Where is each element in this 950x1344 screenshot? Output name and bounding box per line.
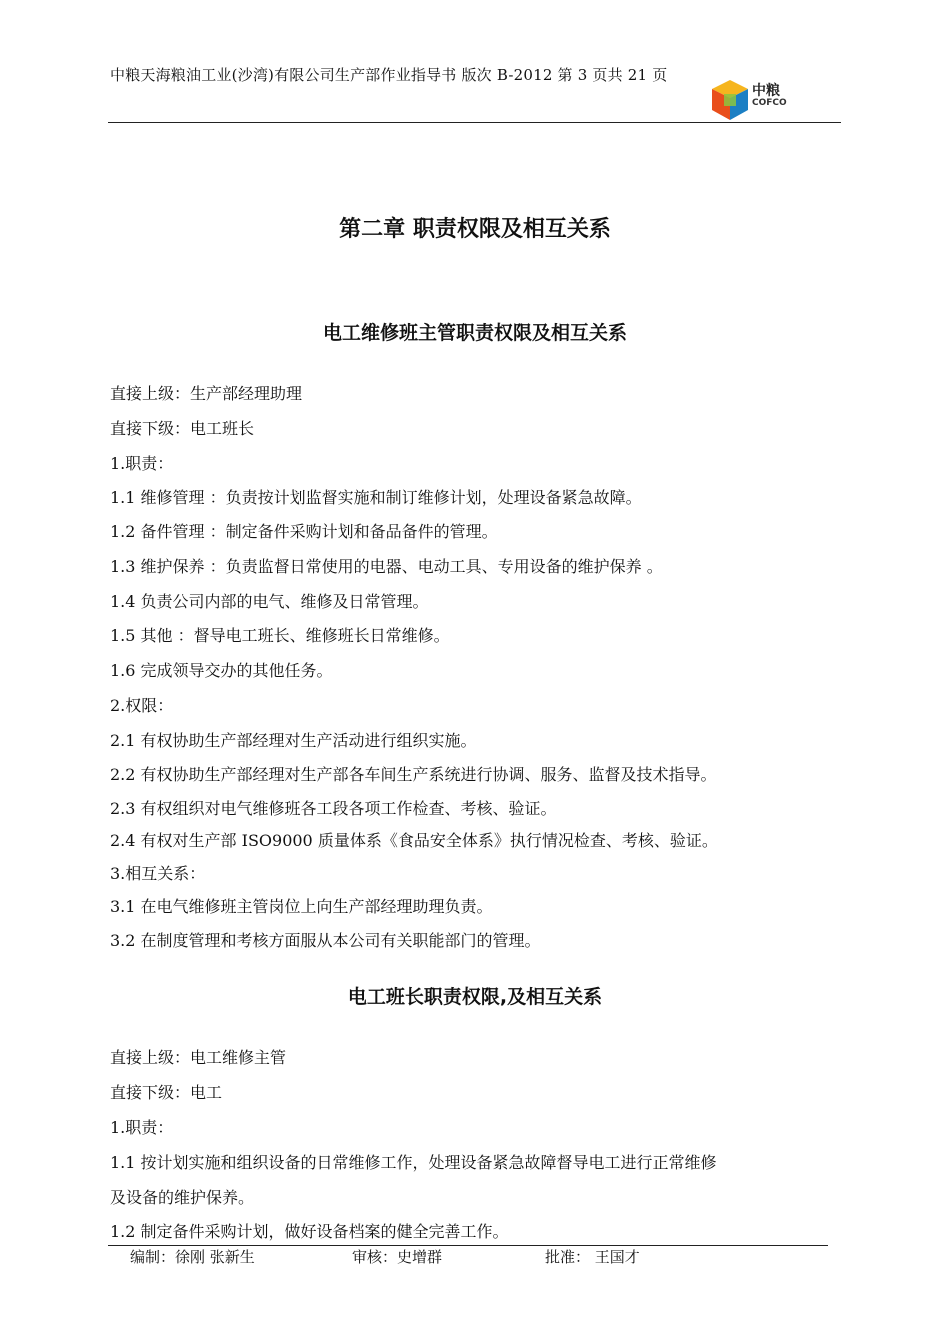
body-line: 2.权限： bbox=[110, 696, 174, 715]
section-title-electrician-lead: 电工班长职责权限,及相互关系 bbox=[347, 986, 603, 1008]
body-line: 直接下级：电工 bbox=[110, 1083, 223, 1102]
body-line: 1.职责： bbox=[110, 1118, 174, 1137]
body-line: 2.4 有权对生产部 ISO9000 质量体系《食品安全体系》执行情况检查、考核、验证。 bbox=[110, 831, 718, 850]
body-line: 直接上级：生产部经理助理 bbox=[110, 384, 303, 403]
footer-approved-by: 批准： 王国才 bbox=[545, 1248, 640, 1266]
body-line: 2.1 有权协助生产部经理对生产活动进行组织实施。 bbox=[110, 731, 477, 750]
body-line: 直接下级：电工班长 bbox=[110, 419, 255, 438]
cofco-logo bbox=[710, 78, 814, 124]
section-title-electrical-supervisor: 电工维修班主管职责权限及相互关系 bbox=[322, 322, 627, 344]
body-line: 2.2 有权协助生产部经理对生产部各车间生产系统进行协调、服务、监督及技术指导。 bbox=[110, 765, 717, 784]
body-line: 及设备的维护保养。 bbox=[110, 1188, 255, 1207]
body-line: 1.5 其他 ：督导电工班长、维修班长日常维修。 bbox=[110, 626, 450, 645]
body-line: 3.相互关系： bbox=[110, 864, 206, 883]
body-line: 1.4 负责公司内部的电气、维修及日常管理。 bbox=[110, 592, 429, 611]
body-line: 3.1 在电气维修班主管岗位上向生产部经理助理负责。 bbox=[110, 897, 493, 916]
logo-wordmark: 中粮 bbox=[752, 83, 780, 99]
page-header-text: 中粮天海粮油工业(沙湾)有限公司生产部作业指导书 版次 B-2012 第 3 页共 21 页 bbox=[110, 66, 668, 84]
body-line: 1.2 备件管理 ：制定备件采购计划和备品备件的管理。 bbox=[110, 522, 498, 541]
body-line: 1.3 维护保养 ：负责监督日常使用的电器、电动工具、专用设备的维护保养 。 bbox=[110, 557, 663, 576]
body-line: 直接上级：电工维修主管 bbox=[110, 1048, 287, 1067]
chapter-title: 第二章 职责权限及相互关系 bbox=[339, 217, 611, 242]
cofco-logo-cube-icon bbox=[710, 78, 750, 122]
logo-subtext: COFCO bbox=[752, 98, 787, 108]
body-line: 2.3 有权组织对电气维修班各工段各项工作检查、考核、验证。 bbox=[110, 799, 557, 818]
header-divider bbox=[108, 122, 841, 123]
body-line: 1.2 制定备件采购计划，做好设备档案的健全完善工作。 bbox=[110, 1222, 509, 1241]
body-line: 1.1 维修管理 ：负责按计划监督实施和制订维修计划，处理设备紧急故障。 bbox=[110, 488, 642, 507]
body-line: 1.6 完成领导交办的其他任务。 bbox=[110, 661, 333, 680]
body-line: 1.1 按计划实施和组织设备的日常维修工作，处理设备紧急故障督导电工进行正常维修 bbox=[110, 1153, 717, 1172]
body-line: 1.职责： bbox=[110, 454, 174, 473]
body-line: 3.2 在制度管理和考核方面服从本公司有关职能部门的管理。 bbox=[110, 931, 541, 950]
footer-reviewed-by: 审核：史增群 bbox=[352, 1248, 443, 1266]
footer-compiled-by: 编制：徐刚 张新生 bbox=[130, 1248, 255, 1266]
